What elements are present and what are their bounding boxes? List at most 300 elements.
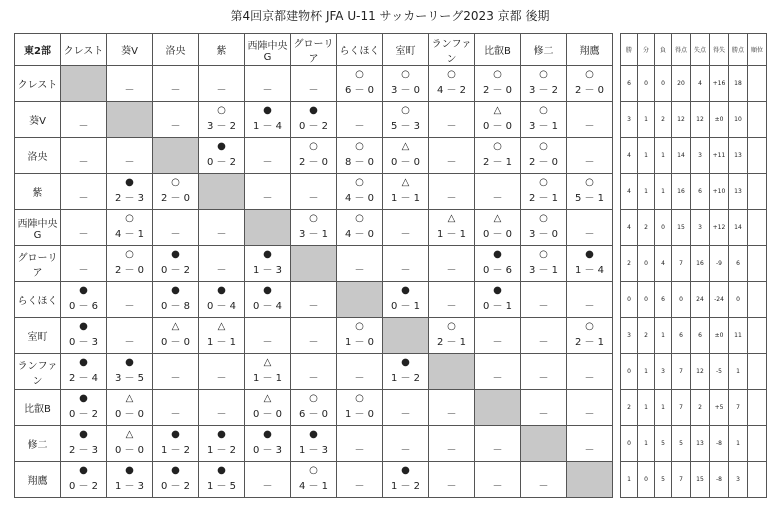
match-cell	[245, 390, 291, 426]
match-result	[567, 462, 612, 497]
match-result	[521, 282, 566, 317]
result-symbol: ○	[171, 177, 180, 188]
result-symbol: ○	[585, 69, 594, 80]
match-cell	[107, 246, 153, 282]
table-row	[621, 282, 767, 318]
match-result	[153, 246, 198, 281]
result-symbol: ●	[493, 249, 502, 260]
stat-cell: 4	[655, 246, 672, 282]
result-symbol: ○	[355, 141, 364, 152]
match-result	[199, 318, 244, 353]
stat-header: 分	[638, 34, 655, 66]
match-result	[383, 138, 428, 173]
result-symbol: ●	[171, 285, 180, 296]
match-result	[475, 426, 520, 461]
match-score: 1 － 1	[206, 337, 237, 348]
match-cell	[337, 462, 383, 498]
match-cell	[567, 390, 613, 426]
match-result	[291, 66, 336, 101]
result-symbol: ●	[79, 321, 88, 332]
match-cell	[429, 102, 475, 138]
match-cell	[61, 102, 107, 138]
stat-cell: 15	[672, 210, 691, 246]
match-result	[383, 318, 428, 353]
match-score: 3 － 2	[206, 121, 237, 132]
match-result	[245, 318, 290, 353]
stat-cell: +11	[710, 138, 729, 174]
match-score: 0 － 0	[114, 445, 145, 456]
match-result	[61, 390, 106, 425]
row-header-team: 葵V	[15, 102, 61, 138]
column-header-team: 紫	[199, 34, 245, 66]
match-score: 0 － 2	[160, 481, 191, 492]
stat-cell: 1	[638, 138, 655, 174]
match-score: －	[584, 229, 595, 240]
match-cell	[383, 66, 429, 102]
match-score: －	[78, 229, 89, 240]
match-result	[429, 354, 474, 389]
match-result	[199, 462, 244, 497]
match-cell	[199, 426, 245, 462]
stat-cell	[748, 426, 767, 462]
result-symbol: ○	[355, 69, 364, 80]
stat-cell: 2	[691, 390, 710, 426]
match-cell	[521, 282, 567, 318]
result-symbol: ●	[263, 429, 272, 440]
result-symbol: △	[401, 141, 410, 152]
match-cell	[567, 138, 613, 174]
match-score: －	[584, 409, 595, 420]
table-row	[621, 426, 767, 462]
match-score: 8 － 0	[344, 157, 375, 168]
match-cell	[153, 246, 199, 282]
match-cell	[107, 462, 153, 498]
match-score: 2 － 4	[68, 373, 99, 384]
result-symbol: ○	[539, 105, 548, 116]
self-match-cell	[107, 102, 153, 138]
result-symbol: ●	[171, 465, 180, 476]
match-cell	[475, 174, 521, 210]
match-cell	[245, 102, 291, 138]
stat-cell: 13	[729, 138, 748, 174]
match-cell	[291, 138, 337, 174]
match-result	[475, 246, 520, 281]
match-cell	[291, 462, 337, 498]
result-symbol: △	[171, 321, 180, 332]
match-score: －	[354, 445, 365, 456]
match-result	[153, 426, 198, 461]
match-result	[199, 174, 244, 209]
stat-cell	[748, 318, 767, 354]
result-symbol: ●	[79, 429, 88, 440]
result-symbol: △	[263, 357, 272, 368]
match-result	[107, 426, 152, 461]
stat-cell: -8	[710, 462, 729, 498]
match-score: －	[584, 373, 595, 384]
match-result	[199, 66, 244, 101]
match-result	[383, 102, 428, 137]
result-symbol: ●	[79, 285, 88, 296]
result-symbol: ○	[355, 393, 364, 404]
match-score: －	[216, 409, 227, 420]
match-result	[291, 390, 336, 425]
match-score: 2 － 1	[574, 337, 605, 348]
stat-cell: 7	[672, 390, 691, 426]
match-score: 0 － 2	[68, 481, 99, 492]
stat-cell: +10	[710, 174, 729, 210]
match-score: 3 － 1	[528, 121, 559, 132]
row-header-team: らくほく	[15, 282, 61, 318]
match-result	[521, 318, 566, 353]
match-cell	[291, 210, 337, 246]
stat-cell: 1	[638, 174, 655, 210]
match-result	[61, 174, 106, 209]
match-cell	[153, 318, 199, 354]
match-result	[61, 246, 106, 281]
match-score: －	[262, 481, 273, 492]
match-result	[521, 210, 566, 245]
match-score: 0 － 0	[114, 409, 145, 420]
match-cell	[199, 390, 245, 426]
match-result	[291, 354, 336, 389]
match-score: 2 － 0	[574, 85, 605, 96]
match-result	[337, 138, 382, 173]
match-cell	[337, 390, 383, 426]
match-cell	[383, 210, 429, 246]
match-result	[153, 66, 198, 101]
standings-table	[620, 33, 767, 498]
stat-cell: 13	[729, 174, 748, 210]
result-symbol: ○	[401, 105, 410, 116]
match-result	[383, 354, 428, 389]
stat-cell: 0	[638, 282, 655, 318]
result-symbol: ●	[217, 465, 226, 476]
match-cell	[521, 462, 567, 498]
match-cell	[245, 174, 291, 210]
match-score: －	[216, 265, 227, 276]
stat-cell: 2	[621, 246, 638, 282]
result-symbol: ○	[401, 69, 410, 80]
match-cell	[153, 282, 199, 318]
match-cell	[245, 426, 291, 462]
match-cell	[383, 426, 429, 462]
match-score: －	[78, 157, 89, 168]
match-score: －	[308, 193, 319, 204]
match-score: 1 － 0	[344, 337, 375, 348]
table-row	[621, 138, 767, 174]
match-score: －	[124, 337, 135, 348]
match-result	[107, 354, 152, 389]
result-symbol: ○	[309, 465, 318, 476]
result-symbol: △	[125, 393, 134, 404]
result-symbol: ●	[309, 105, 318, 116]
match-score: 1 － 3	[252, 265, 283, 276]
match-score: －	[538, 301, 549, 312]
match-result	[337, 318, 382, 353]
match-score: －	[446, 301, 457, 312]
match-score: －	[492, 337, 503, 348]
stat-cell: 5	[672, 426, 691, 462]
match-cell	[521, 138, 567, 174]
match-result	[245, 210, 290, 245]
match-result	[475, 318, 520, 353]
column-header-team: らくほく	[337, 34, 383, 66]
table-row	[15, 210, 613, 246]
match-score: 4 － 1	[114, 229, 145, 240]
match-score: －	[216, 373, 227, 384]
match-cell	[153, 174, 199, 210]
stat-cell	[748, 354, 767, 390]
match-result	[475, 210, 520, 245]
match-result	[429, 390, 474, 425]
stat-cell: 4	[621, 138, 638, 174]
result-symbol: ○	[217, 105, 226, 116]
match-result	[567, 282, 612, 317]
match-cell	[199, 102, 245, 138]
match-result	[245, 246, 290, 281]
stat-cell: 3	[691, 210, 710, 246]
match-cell	[567, 426, 613, 462]
stat-cell: 24	[691, 282, 710, 318]
table-row	[621, 210, 767, 246]
match-score: 1 － 2	[390, 373, 421, 384]
match-score: 3 － 0	[390, 85, 421, 96]
stat-cell: 12	[691, 102, 710, 138]
match-score: －	[262, 157, 273, 168]
match-result	[61, 354, 106, 389]
stat-cell: 0	[638, 462, 655, 498]
stat-cell	[748, 246, 767, 282]
result-symbol: ●	[401, 465, 410, 476]
match-result	[245, 462, 290, 497]
self-match-cell	[199, 174, 245, 210]
match-cell	[383, 390, 429, 426]
match-score: 2 － 0	[298, 157, 329, 168]
match-result	[245, 354, 290, 389]
stat-cell: 7	[672, 462, 691, 498]
match-score: －	[492, 481, 503, 492]
table-row	[15, 462, 613, 498]
match-score: 0 － 4	[252, 301, 283, 312]
match-cell	[61, 462, 107, 498]
result-symbol: ●	[79, 357, 88, 368]
match-cell	[245, 318, 291, 354]
match-result	[521, 426, 566, 461]
match-result	[567, 354, 612, 389]
match-score: 0 － 3	[252, 445, 283, 456]
match-cell	[475, 66, 521, 102]
result-symbol: ●	[217, 429, 226, 440]
match-score: 4 － 1	[298, 481, 329, 492]
match-cell	[199, 318, 245, 354]
match-score: 3 － 1	[528, 265, 559, 276]
match-score: －	[400, 409, 411, 420]
stat-cell: 6	[621, 66, 638, 102]
stat-cell: 6	[655, 282, 672, 318]
match-cell	[107, 426, 153, 462]
result-symbol: ●	[125, 357, 134, 368]
match-score: －	[446, 481, 457, 492]
match-cell	[153, 390, 199, 426]
match-result	[245, 282, 290, 317]
stat-cell: ±0	[710, 318, 729, 354]
match-result	[337, 102, 382, 137]
stat-cell: 6	[729, 246, 748, 282]
match-cell	[429, 282, 475, 318]
stat-cell: 15	[691, 462, 710, 498]
row-header-team: 洛央	[15, 138, 61, 174]
match-result	[337, 390, 382, 425]
match-result	[475, 354, 520, 389]
match-cell	[475, 462, 521, 498]
match-result	[383, 246, 428, 281]
match-cell	[61, 174, 107, 210]
table-row	[15, 354, 613, 390]
table-row	[621, 66, 767, 102]
match-result	[245, 174, 290, 209]
stat-cell: 0	[621, 426, 638, 462]
match-score: －	[354, 265, 365, 276]
table-row	[15, 66, 613, 102]
stat-cell: 2	[638, 318, 655, 354]
match-score: 1 － 1	[390, 193, 421, 204]
match-result	[291, 318, 336, 353]
match-result	[291, 462, 336, 497]
match-cell	[61, 318, 107, 354]
match-result	[291, 102, 336, 137]
stat-header: 順位	[748, 34, 767, 66]
match-score: 1 － 4	[574, 265, 605, 276]
match-cell	[245, 66, 291, 102]
match-result	[153, 354, 198, 389]
table-row	[621, 174, 767, 210]
match-result	[291, 174, 336, 209]
stat-cell: 0	[672, 282, 691, 318]
match-result	[429, 102, 474, 137]
table-row	[621, 246, 767, 282]
match-score: 2 － 1	[528, 193, 559, 204]
match-score: －	[308, 301, 319, 312]
match-cell	[521, 66, 567, 102]
result-symbol: ○	[125, 249, 134, 260]
match-cell	[245, 462, 291, 498]
result-symbol: ○	[493, 69, 502, 80]
stat-cell: 0	[638, 66, 655, 102]
stat-cell: 1	[655, 174, 672, 210]
row-header-team: グローリア	[15, 246, 61, 282]
match-score: 1 － 0	[344, 409, 375, 420]
match-result	[337, 354, 382, 389]
stat-cell: ±0	[710, 102, 729, 138]
self-match-cell	[337, 282, 383, 318]
match-result	[567, 210, 612, 245]
match-result	[337, 66, 382, 101]
stat-cell	[748, 390, 767, 426]
stat-cell	[748, 66, 767, 102]
stat-cell: 2	[655, 102, 672, 138]
match-score: －	[354, 481, 365, 492]
match-result	[383, 174, 428, 209]
result-symbol: ○	[355, 213, 364, 224]
match-score: 0 － 8	[160, 301, 191, 312]
match-result	[291, 210, 336, 245]
match-result	[521, 102, 566, 137]
match-score: 1 － 2	[160, 445, 191, 456]
row-header-team: 室町	[15, 318, 61, 354]
match-score: －	[170, 373, 181, 384]
match-cell	[429, 318, 475, 354]
match-result	[107, 138, 152, 173]
match-score: 0 － 2	[206, 157, 237, 168]
match-cell	[291, 318, 337, 354]
match-cell	[337, 66, 383, 102]
match-score: 2 － 0	[160, 193, 191, 204]
result-symbol: ○	[539, 249, 548, 260]
match-cell	[567, 246, 613, 282]
match-cell	[291, 426, 337, 462]
result-symbol: ○	[585, 321, 594, 332]
match-score: －	[308, 85, 319, 96]
match-cell	[61, 246, 107, 282]
stat-header: 得点	[672, 34, 691, 66]
match-result	[337, 282, 382, 317]
column-header-team: クレスト	[61, 34, 107, 66]
result-symbol: △	[493, 105, 502, 116]
match-cell	[199, 210, 245, 246]
match-cell	[521, 390, 567, 426]
match-score: 2 － 0	[482, 85, 513, 96]
match-result	[199, 246, 244, 281]
match-result	[383, 210, 428, 245]
match-score: －	[262, 85, 273, 96]
result-symbol: ○	[355, 321, 364, 332]
stat-cell: 12	[672, 102, 691, 138]
match-score: －	[492, 193, 503, 204]
result-symbol: ○	[493, 141, 502, 152]
match-score: －	[78, 193, 89, 204]
match-cell	[291, 282, 337, 318]
table-row	[621, 102, 767, 138]
match-result	[199, 138, 244, 173]
stat-cell: 6	[691, 174, 710, 210]
match-score: 5 － 1	[574, 193, 605, 204]
stat-cell: -5	[710, 354, 729, 390]
match-score: －	[446, 193, 457, 204]
stat-cell: 4	[691, 66, 710, 102]
result-symbol: ●	[125, 177, 134, 188]
match-result	[245, 138, 290, 173]
match-result	[429, 246, 474, 281]
table-row	[15, 138, 613, 174]
stat-cell: 18	[729, 66, 748, 102]
stat-cell: 7	[729, 390, 748, 426]
match-score: 4 － 2	[436, 85, 467, 96]
stat-cell: 1	[655, 318, 672, 354]
match-result	[61, 210, 106, 245]
self-match-cell	[245, 210, 291, 246]
match-score: －	[446, 265, 457, 276]
match-result	[153, 138, 198, 173]
match-cell	[291, 354, 337, 390]
stat-cell: 14	[729, 210, 748, 246]
match-score: －	[354, 373, 365, 384]
stat-cell: 20	[672, 66, 691, 102]
match-score: 0 － 3	[68, 337, 99, 348]
match-result	[475, 66, 520, 101]
row-header-team: 比叡B	[15, 390, 61, 426]
stat-cell: -24	[710, 282, 729, 318]
match-result	[61, 138, 106, 173]
